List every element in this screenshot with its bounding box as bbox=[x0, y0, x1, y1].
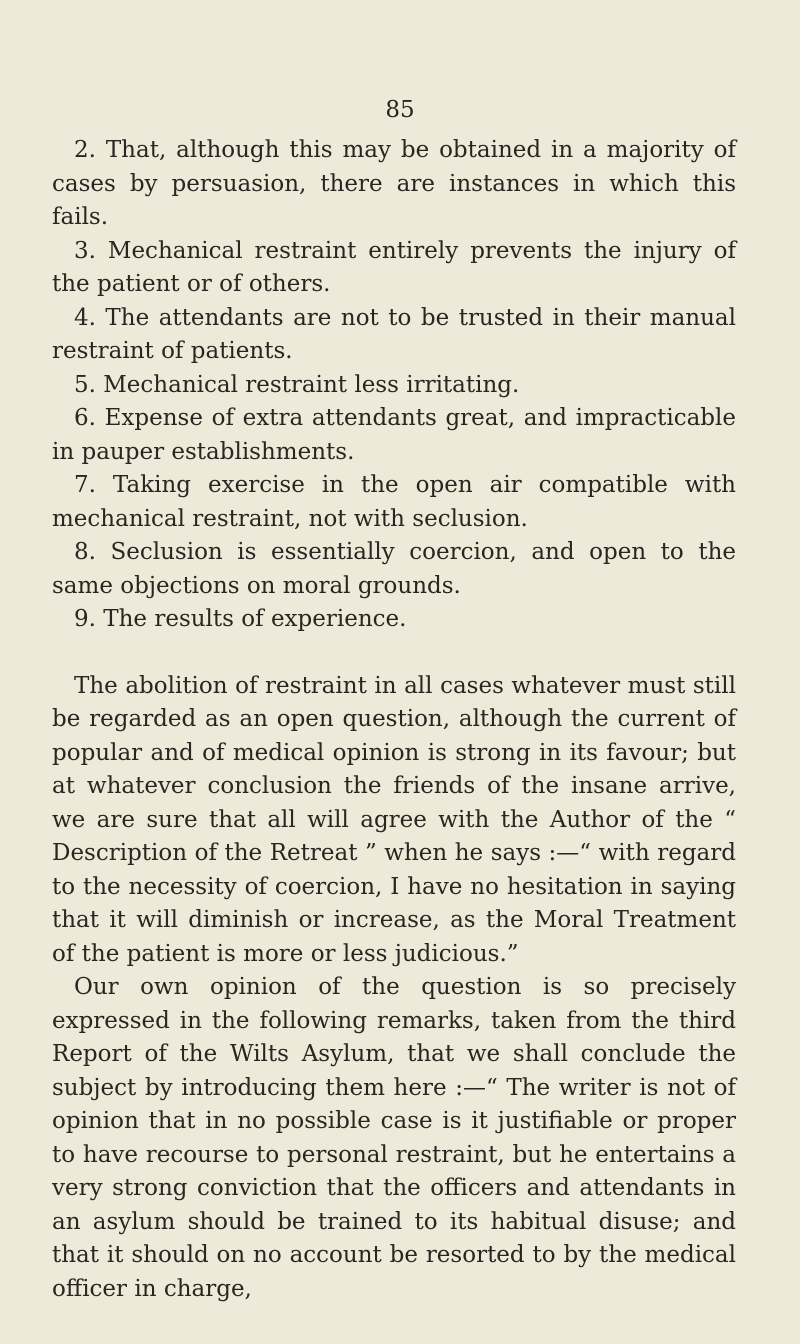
page-number: 85 bbox=[385, 97, 415, 123]
list-item: 6. Expense of extra attendants great, and impracticable in pauper establishments. bbox=[52, 405, 736, 465]
list-item: 3. Mechanical restraint entirely prevents the injury of the patient or of others. bbox=[52, 237, 736, 297]
list-item: 7. Taking exercise in the open air compatible with mechanical restraint, not with seclusion. bbox=[52, 472, 736, 532]
list-item: 5. Mechanical restraint less irritating. bbox=[74, 371, 520, 398]
list-item: 9. The results of experience. bbox=[74, 606, 407, 632]
body-text bbox=[52, 670, 736, 1307]
list-item: 2. That, although this may be obtained in a majority of cases by persuasion, there are instances in which this fails. bbox=[52, 137, 736, 230]
list-item: 8. Seclusion is essentially coercion, and open to the same objections on moral grounds. bbox=[52, 539, 736, 599]
numbered-list bbox=[52, 134, 736, 637]
paragraph: Our own opinion of the question is so precisely expressed in the following remarks, taken from the third Report of the Wilts Asylum, that we shall conclude the subject by introducing them here :—“ The writer is not of opinion that in no possible case is it justifiable or proper to have recourse to personal restraint, but he entertains a very strong conviction that the officers and attendants in an asylum should be trained to its habitual disuse; and that it should on no account be resorted to by the medical officer in charge, bbox=[52, 974, 736, 1302]
paragraph: The abolition of restraint in all cases whatever must still be regarded as an open question, although the current of popular and of medical opinion is strong in its favour; but at whatever conclusion the friends of the insane arrive, we are sure that all will agree with the Author of the “ Description of the Retreat ” when he says :—“ with regard to the necessity of coercion, I have no hesitation in saying that it will diminish or increase, as the Moral Treatment of the patient is more or less judicious.” bbox=[52, 672, 736, 967]
list-item: 4. The attendants are not to be trusted in their manual restraint of patients. bbox=[52, 304, 736, 364]
